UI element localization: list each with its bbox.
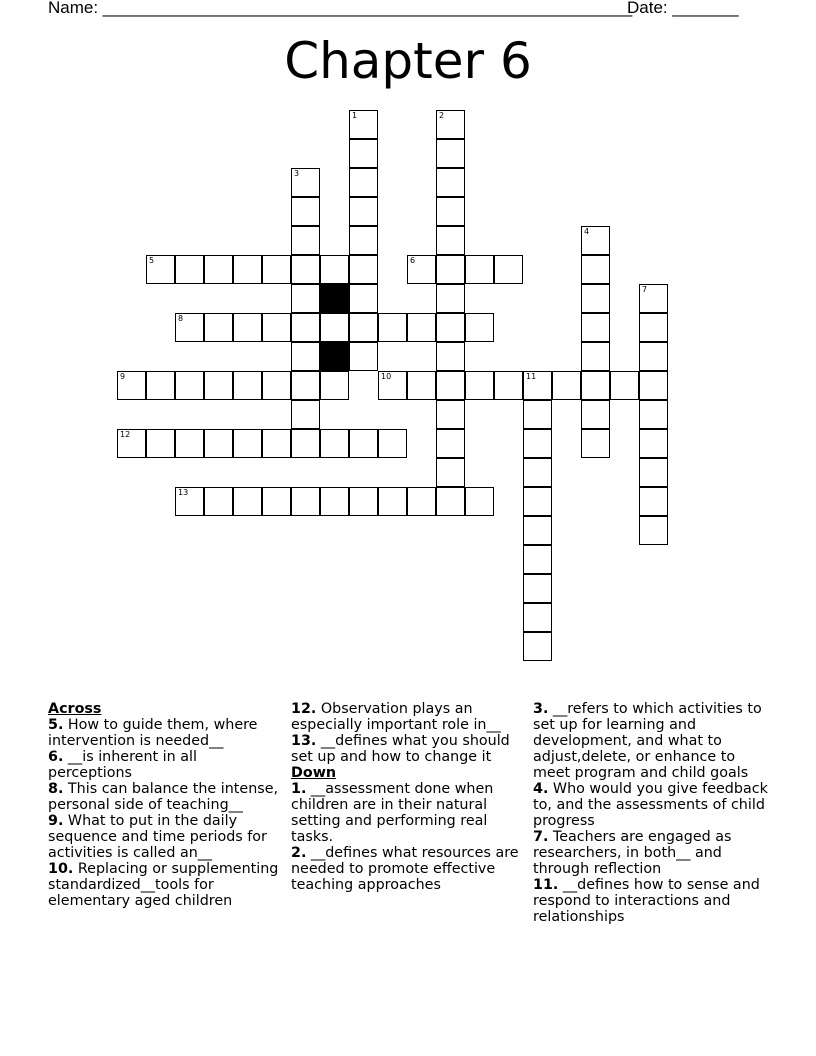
across-heading: Across (48, 701, 102, 717)
grid-cell[interactable] (349, 313, 378, 342)
grid-cell[interactable] (552, 371, 581, 400)
grid-cell[interactable] (349, 139, 378, 168)
grid-cell[interactable] (523, 516, 552, 545)
grid-cell[interactable] (233, 313, 262, 342)
clue-across-12: 12. Observation plays an especially important role in__ (291, 701, 501, 733)
grid-cell[interactable] (262, 371, 291, 400)
grid-cell[interactable] (378, 313, 407, 342)
grid-cell[interactable] (523, 545, 552, 574)
grid-cell[interactable] (523, 574, 552, 603)
grid-cell[interactable] (523, 429, 552, 458)
grid-cell[interactable] (465, 255, 494, 284)
grid-cell[interactable] (581, 255, 610, 284)
grid-cell[interactable] (233, 371, 262, 400)
clue-across-13: 13. __defines what you should set up and how to change it (291, 733, 510, 765)
grid-cell[interactable] (146, 371, 175, 400)
grid-cell[interactable] (320, 487, 349, 516)
grid-cell[interactable] (581, 313, 610, 342)
grid-cell[interactable] (581, 342, 610, 371)
grid-cell[interactable] (117, 429, 146, 458)
grid-cell[interactable] (407, 313, 436, 342)
grid-cell[interactable] (436, 429, 465, 458)
clue-number: 12 (120, 430, 131, 439)
name-field-label: Name: ________________________________________________________ (48, 0, 633, 17)
grid-cell[interactable] (291, 313, 320, 342)
grid-cell[interactable] (436, 110, 465, 139)
clue-down-11: 11. __defines how to sense and respond to interactions and relationships (533, 877, 760, 925)
grid-cell[interactable] (378, 487, 407, 516)
grid-cell[interactable] (436, 487, 465, 516)
black-cell (320, 342, 349, 371)
grid-cell[interactable] (349, 110, 378, 139)
grid-cell[interactable] (349, 255, 378, 284)
black-cell (320, 284, 349, 313)
clue-number: 8 (178, 314, 184, 323)
grid-cell[interactable] (639, 284, 668, 313)
grid-cell[interactable] (639, 371, 668, 400)
grid-cell[interactable] (581, 226, 610, 255)
grid-cell[interactable] (436, 284, 465, 313)
grid-cell[interactable] (349, 429, 378, 458)
clue-across-10: 10. Replacing or supplementing standardized__tools for elementary aged children (48, 861, 279, 909)
grid-cell[interactable] (349, 168, 378, 197)
grid-cell[interactable] (523, 400, 552, 429)
grid-cell[interactable] (523, 603, 552, 632)
grid-cell[interactable] (262, 487, 291, 516)
grid-cell[interactable] (436, 197, 465, 226)
grid-cell[interactable] (204, 371, 233, 400)
grid-cell[interactable] (291, 226, 320, 255)
grid-cell[interactable] (581, 371, 610, 400)
clue-down-1: 1. __assessment done when children are in their natural setting and performing real tasks. (291, 781, 494, 845)
grid-cell[interactable] (494, 255, 523, 284)
grid-cell[interactable] (639, 342, 668, 371)
grid-cell[interactable] (436, 139, 465, 168)
grid-cell[interactable] (349, 226, 378, 255)
grid-cell[interactable] (581, 400, 610, 429)
grid-cell[interactable] (436, 168, 465, 197)
grid-cell[interactable] (204, 255, 233, 284)
clue-number: 5 (149, 256, 155, 265)
grid-cell[interactable] (639, 458, 668, 487)
grid-cell[interactable] (610, 371, 639, 400)
grid-cell[interactable] (291, 487, 320, 516)
grid-cell[interactable] (349, 342, 378, 371)
clue-number: 6 (410, 256, 416, 265)
grid-cell[interactable] (349, 487, 378, 516)
grid-cell[interactable] (291, 168, 320, 197)
clue-number: 11 (526, 372, 537, 381)
grid-cell[interactable] (465, 487, 494, 516)
grid-cell[interactable] (639, 400, 668, 429)
clue-across-5: 5. How to guide them, where intervention is needed__ (48, 717, 258, 749)
grid-cell[interactable] (639, 429, 668, 458)
grid-cell[interactable] (291, 197, 320, 226)
grid-cell[interactable] (291, 429, 320, 458)
grid-cell[interactable] (523, 371, 552, 400)
clue-number: 4 (584, 227, 590, 236)
grid-cell[interactable] (465, 313, 494, 342)
grid-cell[interactable] (175, 487, 204, 516)
grid-cell[interactable] (523, 487, 552, 516)
grid-cell[interactable] (320, 429, 349, 458)
grid-cell[interactable] (436, 371, 465, 400)
grid-cell[interactable] (146, 255, 175, 284)
grid-cell[interactable] (175, 429, 204, 458)
clues-column-2 (291, 701, 526, 893)
grid-cell[interactable] (262, 313, 291, 342)
grid-cell[interactable] (175, 255, 204, 284)
clue-number: 3 (294, 169, 300, 178)
grid-cell[interactable] (117, 371, 146, 400)
grid-cell[interactable] (436, 458, 465, 487)
grid-cell[interactable] (175, 313, 204, 342)
grid-cell[interactable] (291, 255, 320, 284)
clue-down-4: 4. Who would you give feedback to, and the assessments of child progress (533, 781, 768, 829)
grid-cell[interactable] (523, 458, 552, 487)
grid-cell[interactable] (204, 487, 233, 516)
grid-cell[interactable] (436, 255, 465, 284)
grid-cell[interactable] (436, 313, 465, 342)
grid-cell[interactable] (320, 313, 349, 342)
grid-cell[interactable] (436, 226, 465, 255)
clue-number: 10 (381, 372, 392, 381)
down-heading: Down (291, 765, 337, 781)
clue-number: 13 (178, 488, 189, 497)
grid-cell[interactable] (262, 429, 291, 458)
clue-number: 7 (642, 285, 648, 294)
clue-number: 2 (439, 111, 445, 120)
grid-cell[interactable] (233, 429, 262, 458)
clues-column-1 (48, 701, 283, 909)
clue-across-6: 6. __is inherent in all perceptions (48, 749, 197, 781)
grid-cell[interactable] (175, 371, 204, 400)
grid-cell[interactable] (639, 313, 668, 342)
clue-down-3: 3. __refers to which activities to set up for learning and development, and what to adjust,delete, or enhance to meet program and child goals (533, 701, 762, 781)
grid-cell[interactable] (262, 255, 291, 284)
grid-cell[interactable] (407, 487, 436, 516)
clue-down-7: 7. Teachers are engaged as researchers, in both__ and through reflection (533, 829, 732, 877)
grid-cell[interactable] (233, 487, 262, 516)
grid-cell[interactable] (291, 342, 320, 371)
grid-cell[interactable] (581, 429, 610, 458)
grid-cell[interactable] (320, 371, 349, 400)
grid-cell[interactable] (523, 632, 552, 661)
clues-column-3 (533, 701, 773, 925)
grid-cell[interactable] (291, 371, 320, 400)
grid-cell[interactable] (465, 371, 494, 400)
clue-down-2: 2. __defines what resources are needed to promote effective teaching approaches (291, 845, 519, 893)
grid-cell[interactable] (291, 284, 320, 313)
grid-cell[interactable] (639, 487, 668, 516)
grid-cell[interactable] (407, 371, 436, 400)
grid-cell[interactable] (436, 342, 465, 371)
grid-cell[interactable] (378, 371, 407, 400)
date-field-label: Date: _______ (627, 0, 739, 17)
grid-cell[interactable] (349, 284, 378, 313)
grid-cell[interactable] (146, 429, 175, 458)
clue-across-9: 9. What to put in the daily sequence and time periods for activities is called an__ (48, 813, 267, 861)
grid-cell[interactable] (494, 371, 523, 400)
grid-cell[interactable] (349, 197, 378, 226)
grid-cell[interactable] (436, 400, 465, 429)
grid-cell[interactable] (291, 400, 320, 429)
grid-cell[interactable] (378, 429, 407, 458)
grid-cell[interactable] (639, 516, 668, 545)
clue-across-8: 8. This can balance the intense, personal side of teaching__ (48, 781, 279, 813)
clue-number: 9 (120, 372, 126, 381)
grid-cell[interactable] (407, 255, 436, 284)
clue-number: 1 (352, 111, 358, 120)
grid-cell[interactable] (204, 429, 233, 458)
grid-cell[interactable] (581, 284, 610, 313)
grid-cell[interactable] (320, 255, 349, 284)
page-title: Chapter 6 (284, 32, 532, 90)
grid-cell[interactable] (233, 255, 262, 284)
grid-cell[interactable] (204, 313, 233, 342)
